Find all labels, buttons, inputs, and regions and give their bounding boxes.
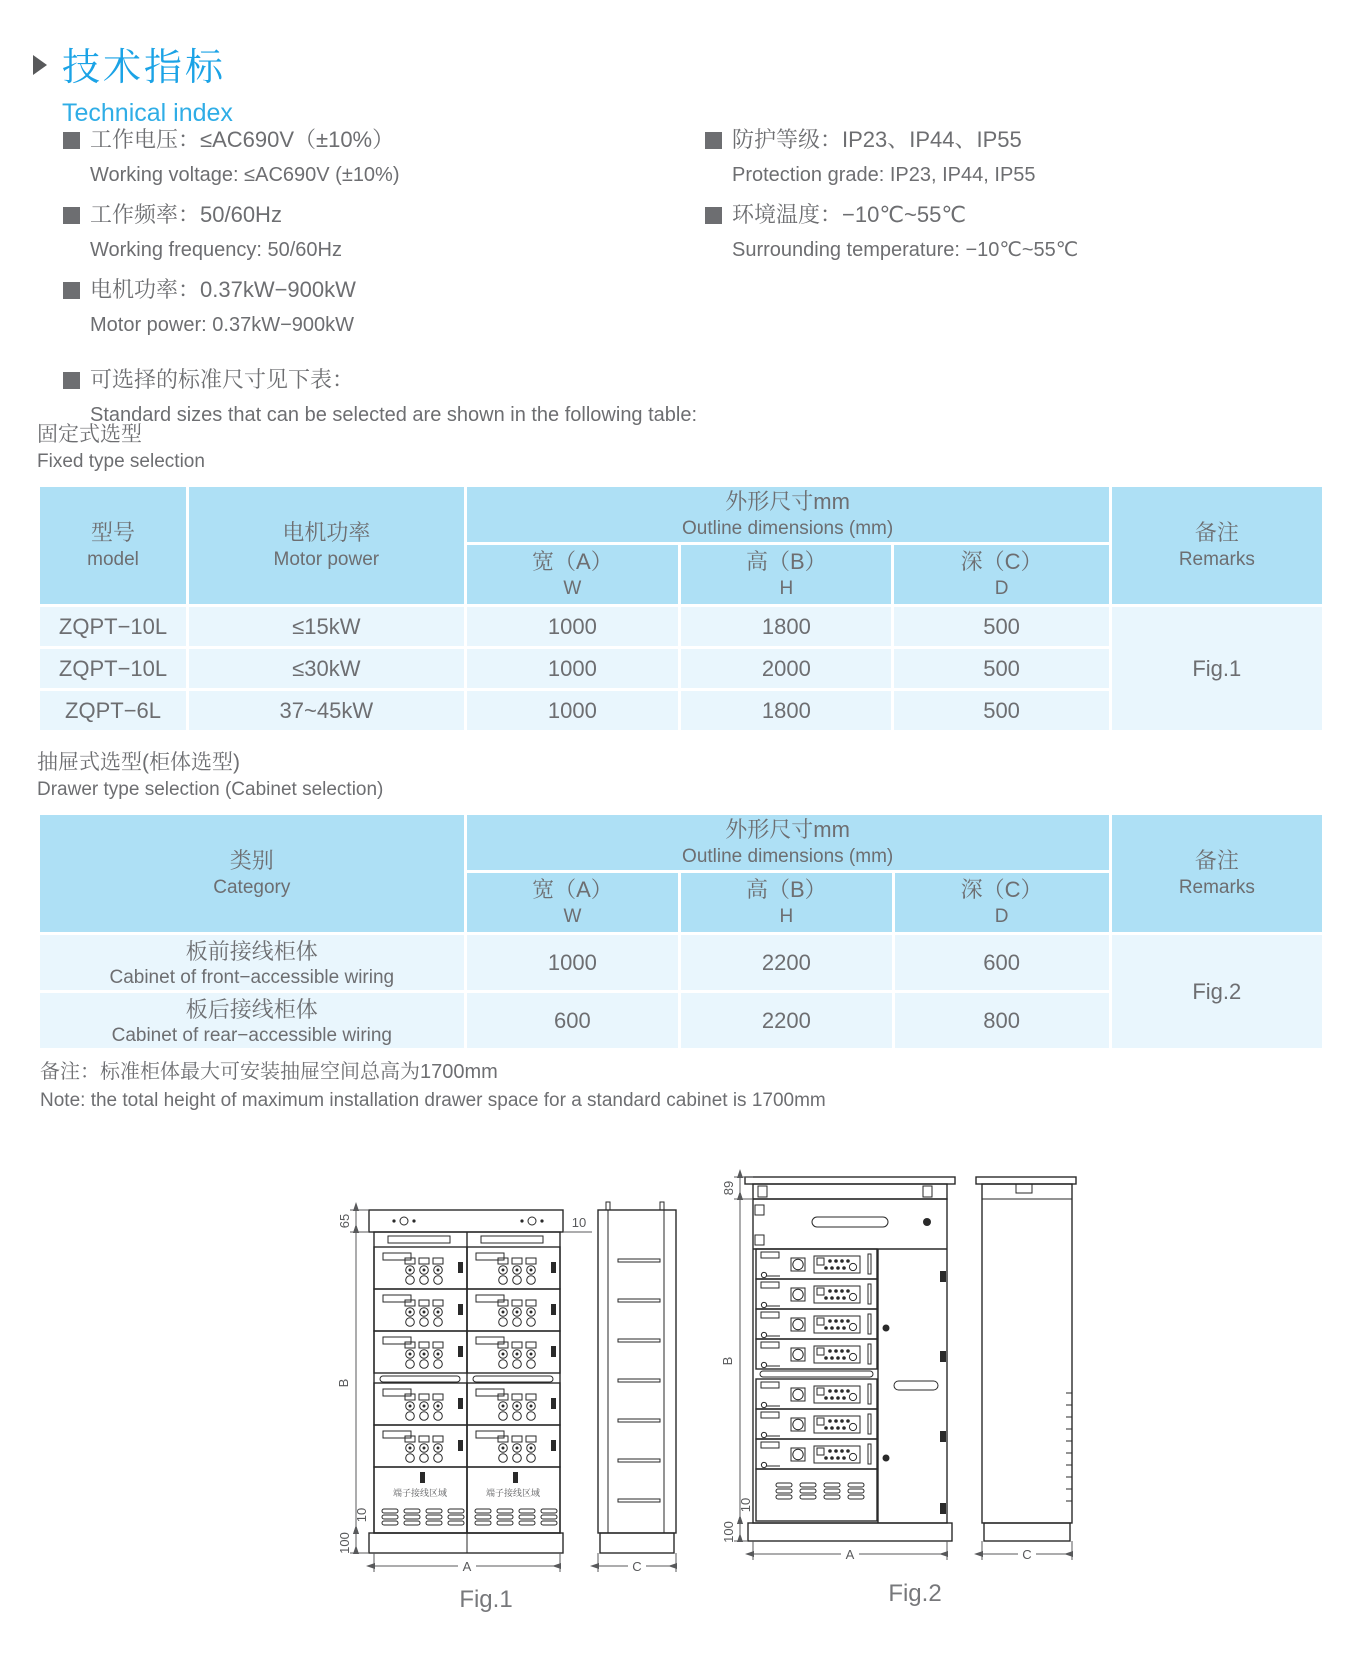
spec-column-right (705, 126, 1333, 441)
square-bullet-icon (705, 207, 722, 224)
spec-cn-text: 工作电压：≤AC690V（±10%） (90, 127, 395, 152)
fig1-side-view (598, 1202, 676, 1553)
fig2-dim-depth: C (1022, 1547, 1032, 1562)
cell-model: ZQPT−10L (39, 606, 188, 648)
square-bullet-icon (63, 372, 80, 389)
spec-cn-text: 可选择的标准尺寸见下表： (90, 367, 355, 392)
spec-surrounding-temperature (705, 201, 1333, 262)
cell-width: 1000 (465, 690, 680, 732)
fig2-drawer-cabinet-drawing (720, 1143, 1090, 1613)
fig2-dim-plinth-height: 100 (721, 1521, 736, 1543)
col-header-depth (893, 544, 1110, 606)
spec-working-voltage (63, 126, 705, 187)
fixed-type-table (37, 484, 1325, 733)
header-en: D (994, 578, 1009, 599)
header-en: Outline dimensions (mm) (682, 846, 894, 867)
cell-width: 1000 (465, 606, 680, 648)
section-title-cn: 固定式选型 (37, 423, 142, 446)
table-row (39, 606, 1324, 648)
col-header-outline-dimensions (465, 486, 1110, 544)
fig1-dim-depth: C (632, 1559, 642, 1574)
header-cn: 深（C） (960, 877, 1043, 902)
drawer-type-table (37, 812, 1325, 1051)
spec-column-left (63, 126, 705, 441)
fig1-dim-top-height: 65 (337, 1213, 352, 1229)
note-cn: 备注：标准柜体最大可安装抽屉空间总高为1700mm (40, 1061, 498, 1083)
fig1-fixed-cabinet-drawing (336, 1155, 696, 1620)
note-en: Note: the total height of maximum installation drawer space for a standard cabinet is 1700mm (40, 1090, 826, 1111)
header-en: Category (213, 877, 291, 898)
cell-depth: 500 (893, 690, 1110, 732)
section-title-cn: 抽屉式选型(柜体选型) (37, 751, 240, 774)
cell-height: 1800 (680, 690, 893, 732)
col-header-motor-power (188, 486, 466, 606)
page-header (33, 36, 233, 128)
col-header-depth (893, 872, 1110, 934)
header-en: Remarks (1178, 877, 1255, 898)
category-en: Cabinet of rear−accessible wiring (111, 1025, 392, 1046)
fig1-dim-body-height: B (336, 1378, 351, 1388)
square-bullet-icon (63, 132, 80, 149)
cell-depth: 500 (893, 606, 1110, 648)
spec-cn-text: 电机功率：0.37kW−900kW (90, 277, 356, 302)
spec-en-text: Motor power: 0.37kW−900kW (90, 314, 354, 336)
cell-depth: 500 (893, 648, 1110, 690)
cell-width: 600 (465, 992, 680, 1050)
fig1-terminal-area-label: 端子接线区域 (392, 1488, 448, 1498)
square-bullet-icon (63, 282, 80, 299)
fig1-dim-plinth-height: 100 (337, 1532, 352, 1554)
header-cn: 高（B） (746, 877, 827, 902)
header-cn: 外形尺寸mm (725, 817, 850, 842)
cell-power: ≤15kW (188, 606, 466, 648)
spec-cn-text: 环境温度：−10℃~55℃ (732, 202, 967, 227)
header-en: Outline dimensions (mm) (682, 518, 894, 539)
section-drawer-type (37, 750, 383, 802)
header-cn: 高（B） (745, 549, 827, 574)
header-cn: 宽（A） (532, 549, 613, 574)
page-title: 技术指标 (62, 47, 227, 89)
header-en: Motor power (273, 549, 380, 570)
cell-height: 1800 (680, 606, 893, 648)
col-header-remarks (1110, 486, 1323, 606)
cell-power: ≤30kW (188, 648, 466, 690)
square-bullet-icon (705, 132, 722, 149)
section-fixed-type (37, 422, 205, 474)
cell-width: 1000 (465, 648, 680, 690)
cell-power: 37~45kW (188, 690, 466, 732)
cell-depth: 600 (893, 934, 1110, 992)
spec-list (63, 126, 1333, 441)
cell-model: ZQPT−6L (39, 690, 188, 732)
cell-height: 2000 (680, 648, 893, 690)
header-en: model (87, 549, 139, 570)
header-en: Remarks (1178, 549, 1255, 570)
page-subtitle: Technical index (62, 99, 233, 127)
header-en: H (779, 906, 794, 927)
cell-remark: Fig.2 (1110, 934, 1323, 1050)
triangle-bullet-icon (33, 55, 47, 75)
col-header-model (39, 486, 188, 606)
header-cn: 深（C） (960, 549, 1043, 574)
spec-working-frequency (63, 201, 705, 262)
fig2-dim-top-height: 89 (721, 1180, 736, 1196)
col-header-width (465, 872, 680, 934)
header-cn: 外形尺寸mm (725, 489, 850, 514)
cell-model: ZQPT−10L (39, 648, 188, 690)
col-header-outline-dimensions (465, 814, 1110, 872)
header-en: D (994, 906, 1009, 927)
col-header-remarks (1110, 814, 1323, 934)
category-cn: 板前接线柜体 (185, 939, 318, 964)
fig1-dim-vent-height: 10 (354, 1507, 369, 1523)
spec-en-text: Standard sizes that can be selected are shown in the following table: (90, 404, 698, 426)
spec-en-text: Surrounding temperature: −10℃~55℃ (732, 239, 1079, 261)
section-title-en: Drawer type selection (Cabinet selection) (37, 779, 384, 800)
fig2-caption: Fig.2 (888, 1580, 942, 1607)
spec-cn-text: 工作频率：50/60Hz (90, 202, 282, 227)
header-cn: 备注 (1194, 848, 1239, 873)
fig1-dim-top-gap: 10 (571, 1215, 587, 1230)
header-en: H (779, 578, 794, 599)
fig2-dim-vent-height: 10 (738, 1497, 753, 1513)
section-title-en: Fixed type selection (37, 451, 205, 472)
fig2-dim-width: A (845, 1547, 855, 1562)
col-header-width (465, 544, 680, 606)
header-cn: 宽（A） (532, 877, 613, 902)
spec-protection-grade (705, 126, 1333, 187)
col-header-category (39, 814, 466, 934)
cell-category (39, 934, 466, 992)
fig2-side-view (976, 1177, 1076, 1541)
col-header-height (680, 544, 893, 606)
spec-standard-sizes (63, 366, 705, 427)
cell-depth: 800 (893, 992, 1110, 1050)
spec-en-text: Protection grade: IP23, IP44, IP55 (732, 164, 1036, 186)
category-cn: 板后接线柜体 (185, 997, 318, 1022)
header-en: W (563, 906, 582, 927)
square-bullet-icon (63, 207, 80, 224)
header-en: W (563, 578, 582, 599)
category-en: Cabinet of front−accessible wiring (109, 967, 395, 988)
header-cn: 备注 (1194, 520, 1239, 545)
figures-area (0, 1115, 1357, 1660)
table-row (39, 934, 1324, 992)
header-cn: 类别 (229, 848, 274, 873)
col-header-height (680, 872, 893, 934)
spec-en-text: Working voltage: ≤AC690V (±10%) (90, 164, 400, 186)
fig1-dim-width: A (462, 1559, 472, 1574)
cell-height: 2200 (680, 934, 893, 992)
fig1-front-view (369, 1210, 563, 1553)
fig2-front-view (745, 1177, 955, 1541)
spec-cn-text: 防护等级：IP23、IP44、IP55 (732, 127, 1022, 152)
cell-height: 2200 (680, 992, 893, 1050)
table-note (40, 1060, 826, 1113)
fig1-caption: Fig.1 (459, 1586, 513, 1613)
cell-remark: Fig.1 (1110, 606, 1323, 732)
fig2-dim-body-height: B (720, 1356, 735, 1366)
spec-motor-power (63, 276, 705, 337)
cell-width: 1000 (465, 934, 680, 992)
spec-en-text: Working frequency: 50/60Hz (90, 239, 342, 261)
header-cn: 型号 (91, 520, 136, 545)
fig1-terminal-area-label: 端子接线区域 (485, 1488, 541, 1498)
cell-category (39, 992, 466, 1050)
header-cn: 电机功率 (282, 520, 371, 545)
